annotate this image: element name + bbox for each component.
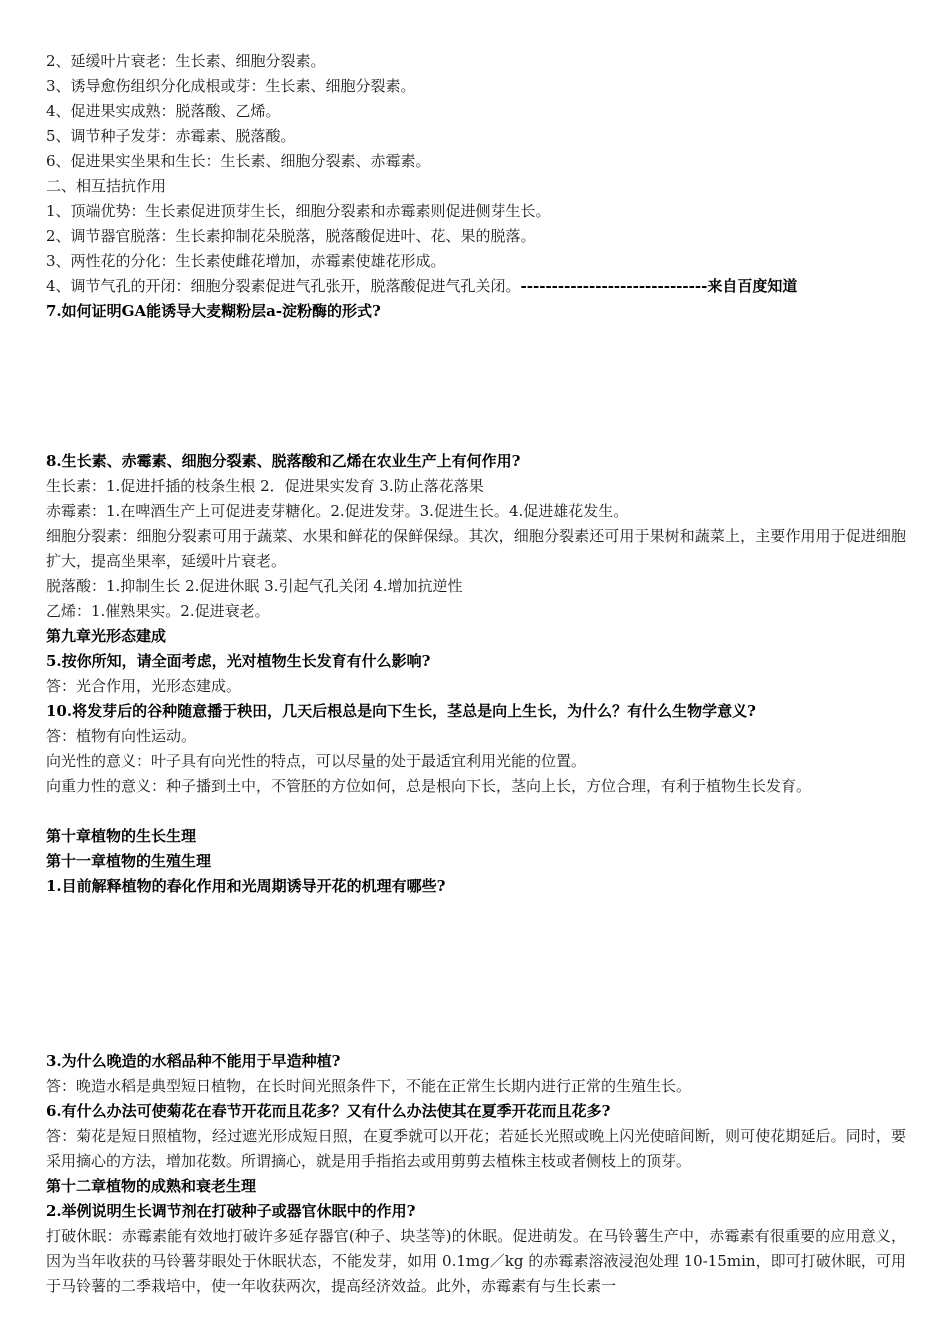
answer-auxin: 生长素：1.促进扦插的枝条生根 2．促进果实发育 3.防止落花落果 (46, 477, 484, 495)
chapter-12-title: 第十二章植物的成熟和衰老生理 (46, 1177, 257, 1195)
answer-cytokinin: 细胞分裂素：细胞分裂素可用于蔬菜、水果和鲜花的保鲜保绿。其次，细胞分裂素还可用于果树和蔬菜上，主要作用用于促进细胞扩大，提高坐果率，延缓叶片衰老。 (46, 527, 906, 570)
answer-10-line-3: 向重力性的意义：种子播到土中，不管胚的方位如何，总是根向下长，茎向上长，方位合理，有利于植物生长发育。 (46, 777, 812, 795)
text-line: 3、两性花的分化：生长素使雌花增加，赤霉素使雄花形成。 (46, 252, 446, 270)
answer-10-line-2: 向光性的意义：叶子具有向光性的特点，可以尽量的处于最适宜利用光能的位置。 (46, 752, 587, 770)
source-note: ------------------------------来自百度知道 (520, 277, 798, 295)
chapter-11-title: 第十一章植物的生殖生理 (46, 852, 212, 870)
text-line: 4、促进果实成熟：脱落酸、乙烯。 (46, 102, 281, 120)
answer-10-line-1: 答：植物有向性运动。 (46, 727, 197, 745)
blank-line (46, 799, 906, 824)
text-line: 2、延缓叶片衰老：生长素、细胞分裂素。 (46, 52, 326, 70)
question-6: 6.有什么办法可使菊花在春节开花而且花多？又有什么办法使其在夏季开花而且花多? (46, 1102, 611, 1120)
stomata-text: 4、调节气孔的开闭：细胞分裂素促进气孔张开，脱落酸促进气孔关闭。 (46, 277, 521, 295)
question-7: 7.如何证明GA能诱导大麦糊粉层a-淀粉酶的形式? (46, 302, 381, 320)
text-line: 1、顶端优势：生长素促进顶芽生长，细胞分裂素和赤霉素则促进侧芽生长。 (46, 202, 551, 220)
chapter-9-title: 第九章光形态建成 (46, 627, 167, 645)
text-line: 2、调节器官脱落：生长素抑制花朵脱落，脱落酸促进叶、花、果的脱落。 (46, 227, 536, 245)
question-8: 8.生长素、赤霉素、细胞分裂素、脱落酸和乙烯在农业生产上有何作用? (46, 452, 521, 470)
answer-5: 答：光合作用，光形态建成。 (46, 677, 242, 695)
question-10: 10.将发芽后的谷种随意播于秧田，几天后根总是向下生长，茎总是向上生长，为什么？有什么生物学意义? (46, 702, 756, 720)
blank-space (46, 899, 906, 1049)
question-2: 2.举例说明生长调节剂在打破种子或器官休眠中的作用? (46, 1202, 416, 1220)
answer-3: 答：晚造水稻是典型短日植物，在长时间光照条件下，不能在正常生长期内进行正常的生殖生长。 (46, 1077, 692, 1095)
answer-gibberellin: 赤霉素：1.在啤酒生产上可促进麦芽糖化。2.促进发芽。3.促进生长。4.促进雄花发生。 (46, 502, 629, 520)
answer-ethylene: 乙烯：1.催熟果实。2.促进衰老。 (46, 602, 270, 620)
section-heading: 二、相互拮抗作用 (46, 177, 167, 195)
chapter-10-title: 第十章植物的生长生理 (46, 827, 197, 845)
blank-space (46, 324, 906, 449)
answer-6: 答：菊花是短日照植物，经过遮光形成短日照，在夏季就可以开花；若延长光照或晚上闪光使暗间断，则可使花期延后。同时，要采用摘心的方法，增加花数。所谓摘心，就是用手指掐去或用剪剪去植株主枝或者侧枝上的顶芽。 (46, 1127, 906, 1170)
answer-2: 打破休眠：赤霉素能有效地打破许多延存器官(种子、块茎等)的休眠。促进萌发。在马铃薯生产中，赤霉素有很重要的应用意义，因为当年收获的马铃薯芽眼处于休眠状态，不能发芽，如用 0.1mg／kg 的赤霉素溶液浸泡处理 10-15min，即可打破休眠，可用于马铃薯的二季栽培中，使一年收获两次，提高经济效益。此外，赤霉素有与生长素一 (46, 1227, 906, 1295)
text-line-with-source (46, 274, 906, 299)
question-3: 3.为什么晚造的水稻品种不能用于早造种植? (46, 1052, 341, 1070)
text-line: 5、调节种子发芽：赤霉素、脱落酸。 (46, 127, 296, 145)
answer-abscisic-acid: 脱落酸：1.抑制生长 2.促进休眠 3.引起气孔关闭 4.增加抗逆性 (46, 577, 463, 595)
document-page (46, 49, 906, 1299)
question-5: 5.按你所知，请全面考虑，光对植物生长发育有什么影响? (46, 652, 431, 670)
text-line: 6、促进果实坐果和生长：生长素、细胞分裂素、赤霉素。 (46, 152, 431, 170)
text-line: 3、诱导愈伤组织分化成根或芽：生长素、细胞分裂素。 (46, 77, 416, 95)
question-1: 1.目前解释植物的春化作用和光周期诱导开花的机理有哪些? (46, 877, 446, 895)
